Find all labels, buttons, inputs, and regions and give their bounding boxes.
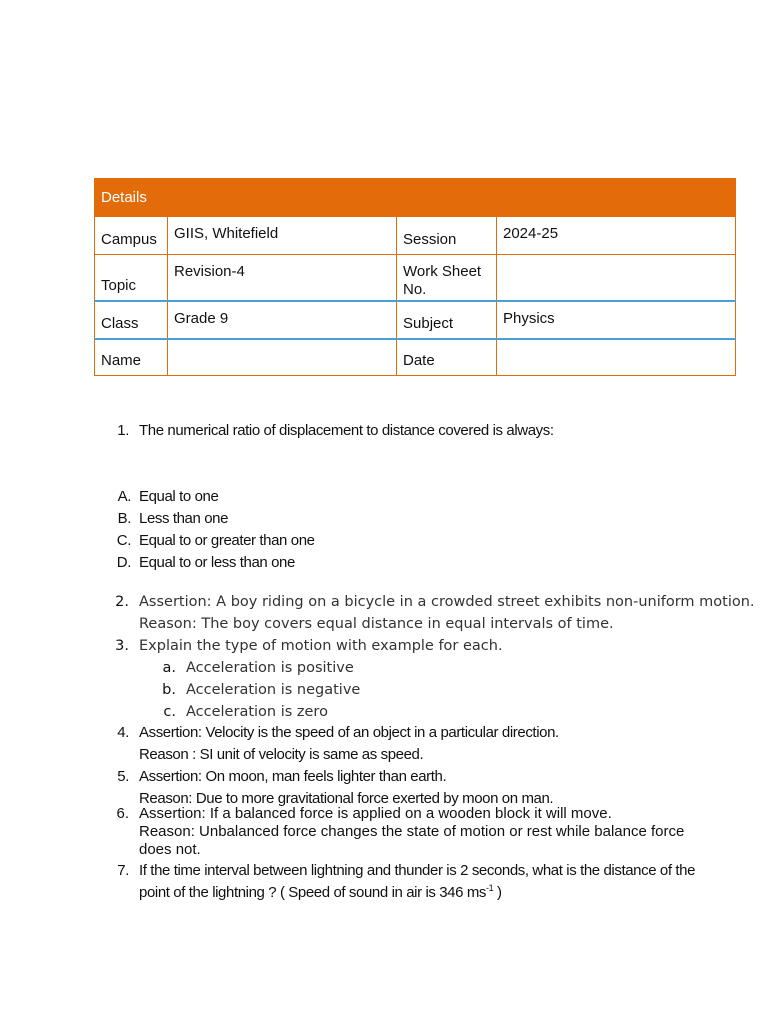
sub-letter: b. <box>162 682 176 698</box>
question-number: 2. <box>115 594 129 610</box>
reason-text: Reason: Unbalanced force changes the state of motion or rest while balance force <box>139 823 685 840</box>
table-row <box>95 339 736 376</box>
option-letter: D. <box>116 554 131 571</box>
details-table <box>94 178 736 376</box>
sub-letter: c. <box>163 704 176 720</box>
worksheet-label: Work Sheet No. <box>397 255 497 301</box>
question-number: 4. <box>117 724 129 741</box>
name-value <box>168 339 397 376</box>
question-text: point of the lightning ? ( Speed of sound in air is 346 ms <box>139 884 487 901</box>
campus-label: Campus <box>95 217 168 255</box>
class-value: Grade 9 <box>168 301 397 339</box>
superscript: -1 <box>486 883 494 893</box>
assertion-text: Assertion: If a balanced force is applied on a wooden block it will move. <box>139 805 612 822</box>
worksheet-value <box>497 255 736 301</box>
assertion-text: Assertion: Velocity is the speed of an object in a particular direction. <box>139 724 559 741</box>
table-row <box>95 255 736 301</box>
sub-letter: a. <box>162 660 176 676</box>
assertion-text: Assertion: A boy riding on a bicycle in a crowded street exhibits non-uniform motion. <box>139 594 755 610</box>
option-letter: A. <box>117 488 131 505</box>
sub-text: Acceleration is positive <box>186 660 354 676</box>
name-label: Name <box>95 339 168 376</box>
details-header-row <box>95 179 736 217</box>
option-letter: B. <box>117 510 131 527</box>
option-text: Less than one <box>139 510 229 527</box>
date-label: Date <box>397 339 497 376</box>
closing-paren: ) <box>493 884 502 901</box>
option-text: Equal to or less than one <box>139 554 295 571</box>
topic-value: Revision-4 <box>168 255 397 301</box>
question-number: 1. <box>117 422 129 439</box>
option-letter: C. <box>116 532 131 549</box>
sub-text: Acceleration is zero <box>186 704 328 720</box>
question-text: The numerical ratio of displacement to distance covered is always: <box>139 422 554 439</box>
campus-value: GIIS, Whitefield <box>168 217 397 255</box>
question-text-continued <box>139 882 502 904</box>
reason-text-continued: does not. <box>139 841 201 858</box>
subject-label: Subject <box>397 301 497 339</box>
question-number: 3. <box>115 638 129 654</box>
question-number: 7. <box>117 862 129 879</box>
option-text: Equal to one <box>139 488 219 505</box>
question-text: Explain the type of motion with example for each. <box>139 638 503 654</box>
option-text: Equal to or greater than one <box>139 532 315 549</box>
sub-text: Acceleration is negative <box>186 682 361 698</box>
session-label: Session <box>397 217 497 255</box>
reason-text: Reason: The boy covers equal distance in equal intervals of time. <box>139 616 614 632</box>
date-value <box>497 339 736 376</box>
details-header: Details <box>95 179 736 217</box>
reason-text: Reason : SI unit of velocity is same as speed. <box>139 746 424 763</box>
session-value: 2024-25 <box>497 217 736 255</box>
question-number: 5. <box>117 768 129 785</box>
table-row <box>95 301 736 339</box>
question-text: If the time interval between lightning and thunder is 2 seconds, what is the distance of the <box>139 862 696 879</box>
question-number: 6. <box>116 805 129 822</box>
topic-label: Topic <box>95 255 168 301</box>
class-label: Class <box>95 301 168 339</box>
subject-value: Physics <box>497 301 736 339</box>
reason-text: Reason: Due to more gravitational force exerted by moon on man. <box>139 790 554 807</box>
assertion-text: Assertion: On moon, man feels lighter than earth. <box>139 768 447 785</box>
table-row <box>95 217 736 255</box>
